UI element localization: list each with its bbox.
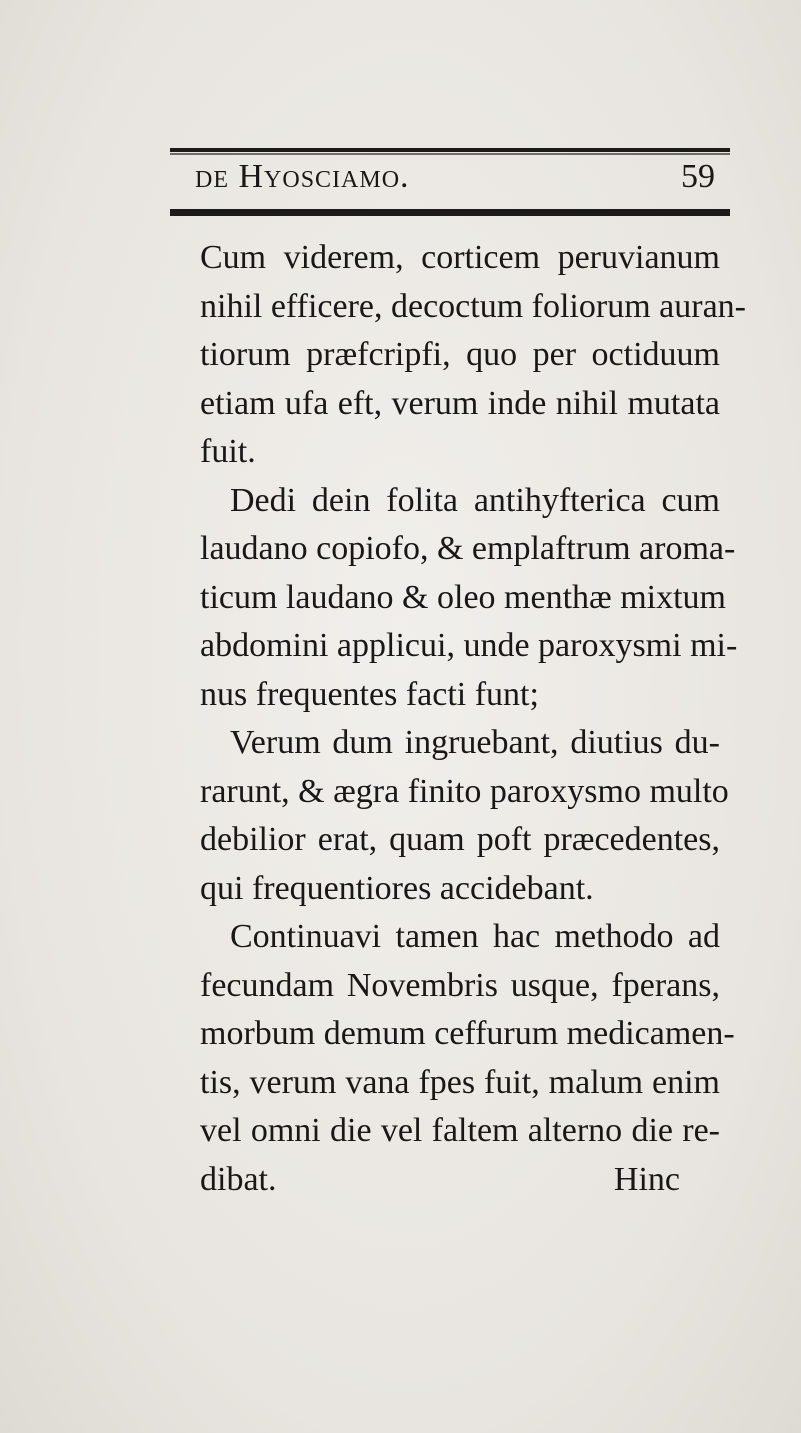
body-text bbox=[200, 234, 746, 1204]
text-line: nus frequentes facti funt; bbox=[200, 675, 539, 713]
text-line: nihil efficere, decoctum foliorum auran- bbox=[200, 287, 746, 325]
page-number: 59 bbox=[681, 158, 715, 195]
text-line: Cum viderem, corticem peruvianum bbox=[200, 239, 720, 276]
text-line: vel omni die vel faltem alterno die re- bbox=[200, 1112, 720, 1149]
header-rule-top bbox=[170, 148, 730, 152]
running-title: de Hyosciamo. bbox=[195, 158, 410, 195]
catchword: Hinc bbox=[613, 1160, 680, 1198]
final-word: dibat. bbox=[200, 1160, 277, 1198]
text-line: abdomini applicui, unde paroxysmi mi- bbox=[200, 627, 738, 664]
text-line: laudano copiofo, & emplaftrum aroma- bbox=[200, 530, 736, 567]
text-line: fuit. bbox=[200, 433, 256, 470]
text-line: rarunt, & ægra finito paroxysmo multo bbox=[200, 772, 729, 810]
text-line: ticum laudano & oleo menthæ mixtum bbox=[200, 578, 726, 616]
text-line: tis, verum vana fpes fuit, malum enim bbox=[200, 1063, 720, 1101]
text-line: Verum dum ingruebant, diutius du- bbox=[230, 724, 720, 761]
text-line: morbum demum ceffurum medicamen- bbox=[200, 1015, 735, 1052]
running-header bbox=[195, 158, 715, 206]
text-line: debilior erat, quam poft præcedentes, bbox=[200, 821, 720, 858]
text-line: Continuavi tamen hac methodo ad bbox=[230, 918, 720, 955]
text-line: tiorum præfcripfi, quo per octiduum bbox=[200, 336, 720, 373]
text-line: Dedi dein folita antihyfterica cum bbox=[230, 481, 720, 519]
header-rule-bottom bbox=[170, 209, 730, 216]
text-line: etiam ufa eft, verum inde nihil mutata bbox=[200, 384, 720, 422]
text-line: fecundam Novembris usque, fperans, bbox=[200, 966, 720, 1004]
final-line bbox=[200, 1156, 720, 1205]
text-line: qui frequentiores accidebant. bbox=[200, 869, 594, 907]
header-rule-top-thin bbox=[170, 153, 730, 155]
